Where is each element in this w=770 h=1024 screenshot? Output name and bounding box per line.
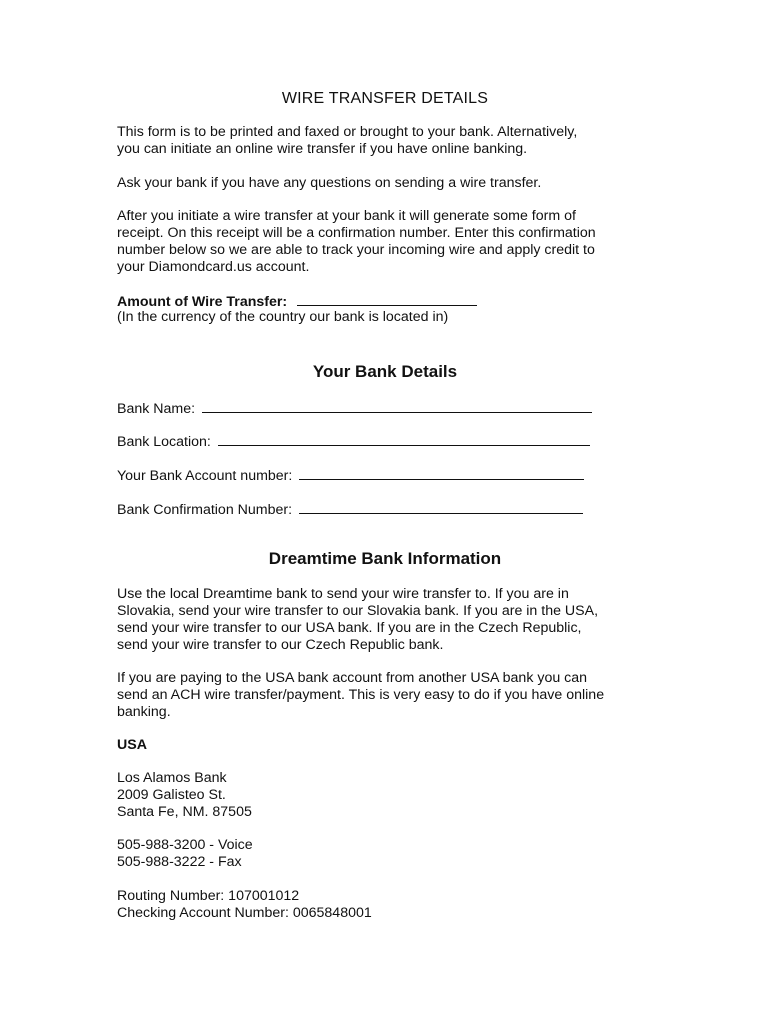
bank-name-label: Bank Name: [117, 401, 196, 417]
usa-label: USA [117, 737, 147, 753]
local-bank-line: Slovakia, send your wire transfer to our Slovakia bank. If you are in the USA, [117, 603, 599, 619]
bank-location-blank-line[interactable] [218, 432, 590, 446]
bank-location-field [117, 432, 590, 451]
bank-name-blank-line[interactable] [202, 399, 592, 413]
receipt-line: your Diamondcard.us account. [117, 259, 310, 275]
local-bank-line: Use the local Dreamtime bank to send your wire transfer to. If you are in [117, 586, 569, 602]
ach-line: If you are paying to the USA bank account from another USA bank you can [117, 670, 588, 686]
receipt-line: After you initiate a wire transfer at your bank it will generate some form of [117, 208, 576, 224]
ach-line: send an ACH wire transfer/payment. This is very easy to do if you have online [117, 687, 605, 703]
usa-bank-phones [117, 837, 677, 871]
bank-confirmation-field [117, 500, 583, 519]
intro-line: This form is to be printed and faxed or brought to your bank. Alternatively, [117, 124, 578, 140]
ach-paragraph [117, 670, 677, 721]
amount-label: Amount of Wire Transfer: [117, 294, 288, 310]
ask-paragraph: Ask your bank if you have any questions on sending a wire transfer. [117, 175, 542, 191]
phone-line: 505-988-3200 - Voice [117, 837, 253, 853]
bank-details-heading: Your Bank Details [312, 362, 458, 381]
dreamtime-heading: Dreamtime Bank Information [268, 549, 502, 568]
local-bank-line: send your wire transfer to our Czech Republic bank. [117, 637, 444, 653]
receipt-line: receipt. On this receipt will be a confirmation number. Enter this confirmation [117, 225, 596, 241]
usa-bank-numbers [117, 888, 677, 922]
amount-note: (In the currency of the country our bank is located in) [117, 309, 449, 325]
address-line: Los Alamos Bank [117, 770, 227, 786]
bank-location-label: Bank Location: [117, 434, 211, 450]
page-title: WIRE TRANSFER DETAILS [281, 90, 489, 107]
local-bank-paragraph [117, 586, 677, 654]
checking-account-number: Checking Account Number: 0065848001 [117, 905, 372, 921]
receipt-line: number below so we are able to track your incoming wire and apply credit to [117, 242, 595, 258]
bank-confirmation-blank-line[interactable] [299, 500, 583, 514]
intro-paragraph [117, 124, 677, 158]
phone-line: 505-988-3222 - Fax [117, 854, 242, 870]
bank-name-field [117, 399, 592, 418]
bank-account-label: Your Bank Account number: [117, 468, 293, 484]
receipt-paragraph [117, 208, 677, 276]
address-line: Santa Fe, NM. 87505 [117, 804, 252, 820]
usa-bank-address [117, 770, 677, 821]
local-bank-line: send your wire transfer to our USA bank. If you are in the Czech Republic, [117, 620, 582, 636]
address-line: 2009 Galisteo St. [117, 787, 226, 803]
amount-blank-line[interactable] [297, 292, 477, 306]
bank-account-blank-line[interactable] [299, 466, 584, 480]
bank-account-field [117, 466, 584, 485]
routing-number: Routing Number: 107001012 [117, 888, 300, 904]
ach-line: banking. [117, 704, 171, 720]
bank-confirmation-label: Bank Confirmation Number: [117, 502, 293, 518]
intro-line: you can initiate an online wire transfer if you have online banking. [117, 141, 528, 157]
